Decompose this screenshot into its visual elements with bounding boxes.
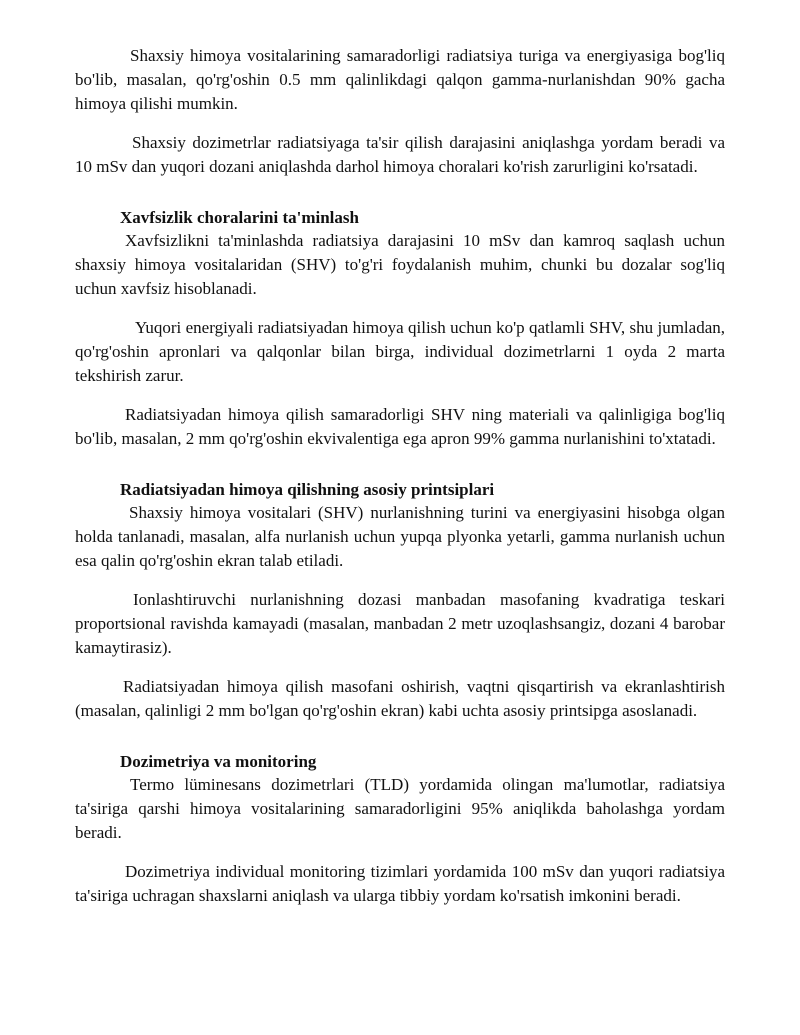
paragraph-individual-monitoring: Dozimetriya individual monitoring tizimlari yordamida 100 mSv dan yuqori radiatsiya ta'siriga uchragan shaxslarni aniqlash va ularga tibbiy yordam ko'rsatish imkonini beradi. (75, 862, 725, 905)
document-page (75, 44, 725, 908)
paragraph-personal-dosimeters: Shaxsiy dozimetrlar radiatsiyaga ta'sir qilish darajasini aniqlashga yordam beradi va 10 mSv dan yuqori dozani aniqlashda darhol himoya choralari ko'rish zarurligini ko'rsatadi. (75, 133, 725, 176)
paragraph-apron-material: Radiatsiyadan himoya qilish samaradorligi SHV ning materiali va qalinligiga bog'liq bo'lib, masalan, 2 mm qo'rg'oshin ekvivalentiga ega apron 99% gamma nurlanishini to'xtatadi. (75, 405, 725, 448)
section-heading-dosimetry-monitoring: Dozimetriya va monitoring (120, 752, 317, 771)
paragraph-multilayer-ppe: Yuqori energiyali radiatsiyadan himoya qilish uchun ko'p qatlamli SHV, shu jumladan, qo'rg'oshin apronlari va qalqonlar bilan birga, individual dozimetrlarni 1 oyda 2 marta tekshirish zarur. (75, 318, 725, 385)
paragraph-ppe-selection: Shaxsiy himoya vositalari (SHV) nurlanishning turini va energiyasini hisobga olgan holda tanlanadi, masalan, alfa nurlanish uchun yupqa plyonka yetarli, gamma nurlanish uchun esa qalin qo'rg'oshin ekran talab etiladi. (75, 503, 725, 570)
paragraph-ppe-effectiveness: Shaxsiy himoya vositalarining samaradorligi radiatsiya turiga va energiyasiga bog'liq bo'lib, masalan, qo'rg'oshin 0.5 mm qalinlikdagi qalqon gamma-nurlanishdan 90% gacha himoya qilishi mumkin. (75, 46, 725, 113)
paragraph-three-principles: Radiatsiyadan himoya qilish masofani oshirish, vaqtni qisqartirish va ekranlashtirish (masalan, qalinligi 2 mm bo'lgan qo'rg'oshin ekran) kabi uchta asosiy printsipga asoslanadi. (75, 677, 725, 720)
paragraph-safety-dose-limit: Xavfsizlikni ta'minlashda radiatsiya darajasini 10 mSv dan kamroq saqlash uchun shaxsiy himoya vositalaridan (SHV) to'g'ri foydalanish muhim, chunki bu dozalar sog'liq uchun xavfsiz hisoblanadi. (75, 231, 725, 298)
paragraph-tld-data: Termo lüminesans dozimetrlari (TLD) yordamida olingan ma'lumotlar, radiatsiya ta'siriga qarshi himoya vositalarining samaradorligini 95% aniqlikda baholashga yordam beradi. (75, 775, 725, 842)
section-heading-safety-measures: Xavfsizlik choralarini ta'minlash (120, 208, 359, 227)
section-heading-protection-principles: Radiatsiyadan himoya qilishning asosiy printsiplari (120, 480, 495, 499)
paragraph-inverse-square: Ionlashtiruvchi nurlanishning dozasi manbadan masofaning kvadratiga teskari proportsional ravishda kamayadi (masalan, manbadan 2 metr uzoqlashsangiz, dozani 4 barobar kamaytirasiz). (75, 590, 725, 657)
